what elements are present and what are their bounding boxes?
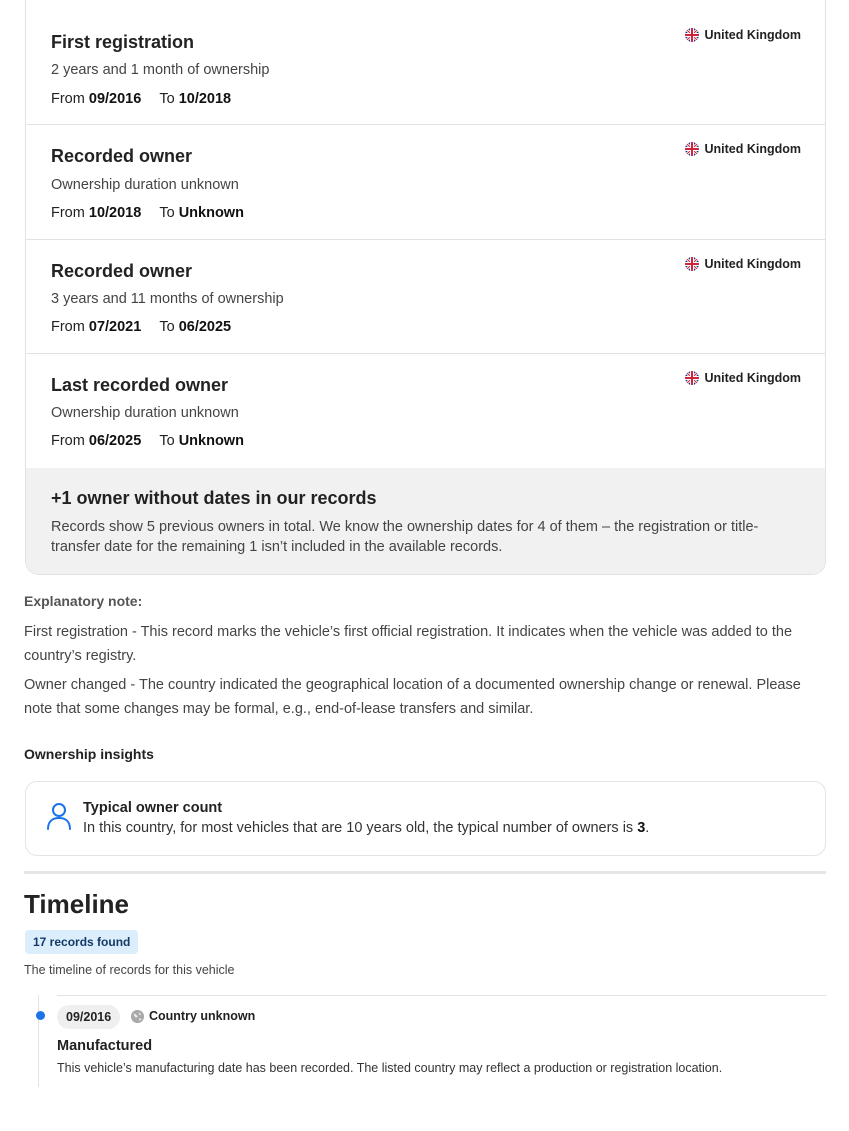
owner-title: Recorded owner xyxy=(51,146,193,166)
globe-icon xyxy=(131,1010,144,1023)
owner-duration: 2 years and 1 month of ownership xyxy=(51,62,270,78)
insight-text-body: In this country, for most vehicles that are 10 years old, the typical number of owners is xyxy=(83,820,638,836)
ownership-insights-heading: Ownership insights xyxy=(24,746,154,762)
timeline-dot xyxy=(36,1011,45,1020)
typical-owner-count-card xyxy=(25,781,826,856)
owner-dates xyxy=(51,91,231,107)
to-date: 06/2025 xyxy=(178,319,232,335)
country-name: United Kingdom xyxy=(704,142,801,156)
undated-owners-summary xyxy=(26,468,825,575)
owner-record xyxy=(26,125,825,240)
owner-country xyxy=(685,257,801,271)
country-name: United Kingdom xyxy=(704,371,801,385)
owner-record xyxy=(26,354,825,468)
uk-flag-icon xyxy=(685,28,699,42)
note-first-registration: First registration - This record marks the vehicle’s first official registration. It indicates when the vehicle was added to the country’s registry. xyxy=(24,624,793,664)
uk-flag-icon xyxy=(685,142,699,156)
from-date: 06/2025 xyxy=(88,433,142,449)
owner-title: Last recorded owner xyxy=(51,375,229,395)
to-label: To xyxy=(159,205,175,221)
from-label: From xyxy=(51,205,85,221)
timeline-title: Timeline xyxy=(24,889,130,919)
explanatory-note-heading: Explanatory note: xyxy=(24,593,143,609)
ownership-history-card xyxy=(25,0,826,575)
owner-dates xyxy=(51,205,244,221)
person-icon xyxy=(45,801,73,831)
record-date-chip: 09/2016 xyxy=(57,1005,120,1029)
owner-duration: 3 years and 11 months of ownership xyxy=(51,291,284,307)
summary-title: +1 owner without dates in our records xyxy=(51,488,377,508)
insight-text xyxy=(83,820,649,836)
owner-duration: Ownership duration unknown xyxy=(51,405,239,421)
record-description: This vehicle’s manufacturing date has been recorded. The listed country may reflect a production or registration location. xyxy=(57,1061,723,1075)
timeline-track xyxy=(38,995,39,1087)
timeline-subtitle: The timeline of records for this vehicle xyxy=(24,963,235,977)
to-label: To xyxy=(159,91,175,107)
to-label: To xyxy=(159,433,175,449)
owner-title: Recorded owner xyxy=(51,261,193,281)
to-label: To xyxy=(159,319,175,335)
owner-record xyxy=(26,240,825,354)
timeline-record-divider xyxy=(57,995,826,996)
typical-owner-count-value: 3 xyxy=(637,820,646,836)
from-date: 07/2021 xyxy=(88,319,142,335)
owner-dates xyxy=(51,433,244,449)
owner-country xyxy=(685,371,801,385)
to-date: Unknown xyxy=(178,205,244,221)
to-date: 10/2018 xyxy=(178,91,232,107)
note-owner-changed: Owner changed - The country indicated the geographical location of a documented ownership change or renewal. Please note that some changes may be formal, e.g., end-of-lease transfers and similar. xyxy=(24,677,801,717)
records-found-badge: 17 records found xyxy=(25,930,138,954)
owner-title: First registration xyxy=(51,32,195,52)
summary-text: Records show 5 previous owners in total. We know the ownership dates for 4 of them – the registration or title-transfer date for the remaining 1 isn’t included in the available records. xyxy=(51,519,759,555)
record-title: Manufactured xyxy=(57,1038,153,1054)
country-name: United Kingdom xyxy=(704,28,801,42)
section-divider xyxy=(24,871,826,874)
from-label: From xyxy=(51,433,85,449)
owner-duration: Ownership duration unknown xyxy=(51,177,239,193)
uk-flag-icon xyxy=(685,371,699,385)
owner-record xyxy=(26,0,825,125)
from-label: From xyxy=(51,91,85,107)
from-date: 09/2016 xyxy=(88,91,142,107)
owner-country xyxy=(685,142,801,156)
from-label: From xyxy=(51,319,85,335)
insight-text-end: . xyxy=(645,820,650,836)
uk-flag-icon xyxy=(685,257,699,271)
country-name: United Kingdom xyxy=(704,257,801,271)
insight-title: Typical owner count xyxy=(83,800,223,816)
from-date: 10/2018 xyxy=(88,205,142,221)
record-country xyxy=(131,1009,255,1023)
owner-dates xyxy=(51,319,231,335)
owner-country xyxy=(685,28,801,42)
to-date: Unknown xyxy=(178,433,244,449)
record-country-name: Country unknown xyxy=(149,1009,256,1023)
